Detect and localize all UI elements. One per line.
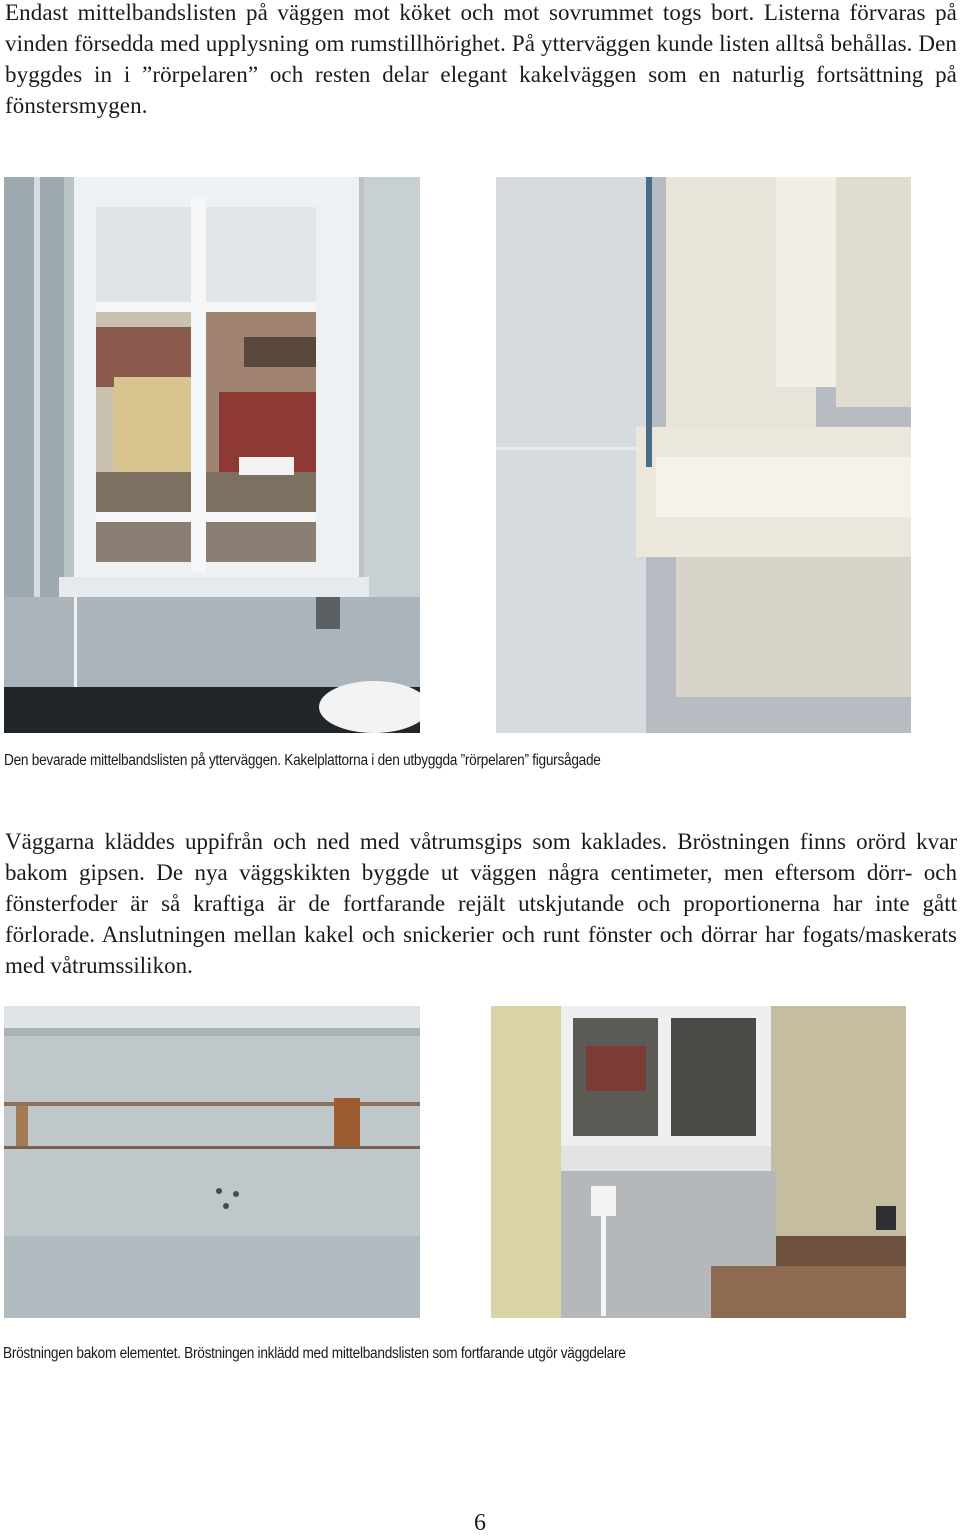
photo-panel-behind-radiator — [4, 1006, 420, 1318]
caption-bottom: Bröstningen bakom elementet. Bröstningen inklädd med mittelbandslisten som fortfarande utgör väggdelare — [3, 1345, 626, 1362]
caption-top: Den bevarade mittelbandslisten på ytterväggen. Kakelplattorna i den utbyggda ”rörpelaren” figursågade — [4, 752, 601, 769]
intro-paragraph: Endast mittelbandslisten på väggen mot köket och mot sovrummet togs bort. Listerna förvaras på vinden försedda med upplysning om rumstillhörighet. På ytterväggen kunde listen alltså behållas. Den byggdes in i ”rörpelaren” och resten delar elegant kakelväggen som en naturlig fortsättning på fönstersmygen. — [5, 0, 957, 118]
body-paragraph: Väggarna kläddes uppifrån och ned med våtrumsgips som kaklades. Bröstningen finns orörd kvar bakom gipsen. De nya väggskikten byggde ut väggen några centimeter, men eftersom dörr- och fönsterfoder är så kraftiga är de fortfarande rejält utskjutande och proportionerna har inte gått förlorade. Anslutningen mellan kakel och snickerier och runt fönster och dörrar har fogats/maskerats med våtrumssilikon. — [5, 829, 957, 978]
photo-pillar-detail — [496, 177, 911, 733]
photo-room-corner — [491, 1006, 906, 1318]
page-number: 6 — [474, 1510, 486, 1536]
photo-bathroom-window — [4, 177, 420, 733]
